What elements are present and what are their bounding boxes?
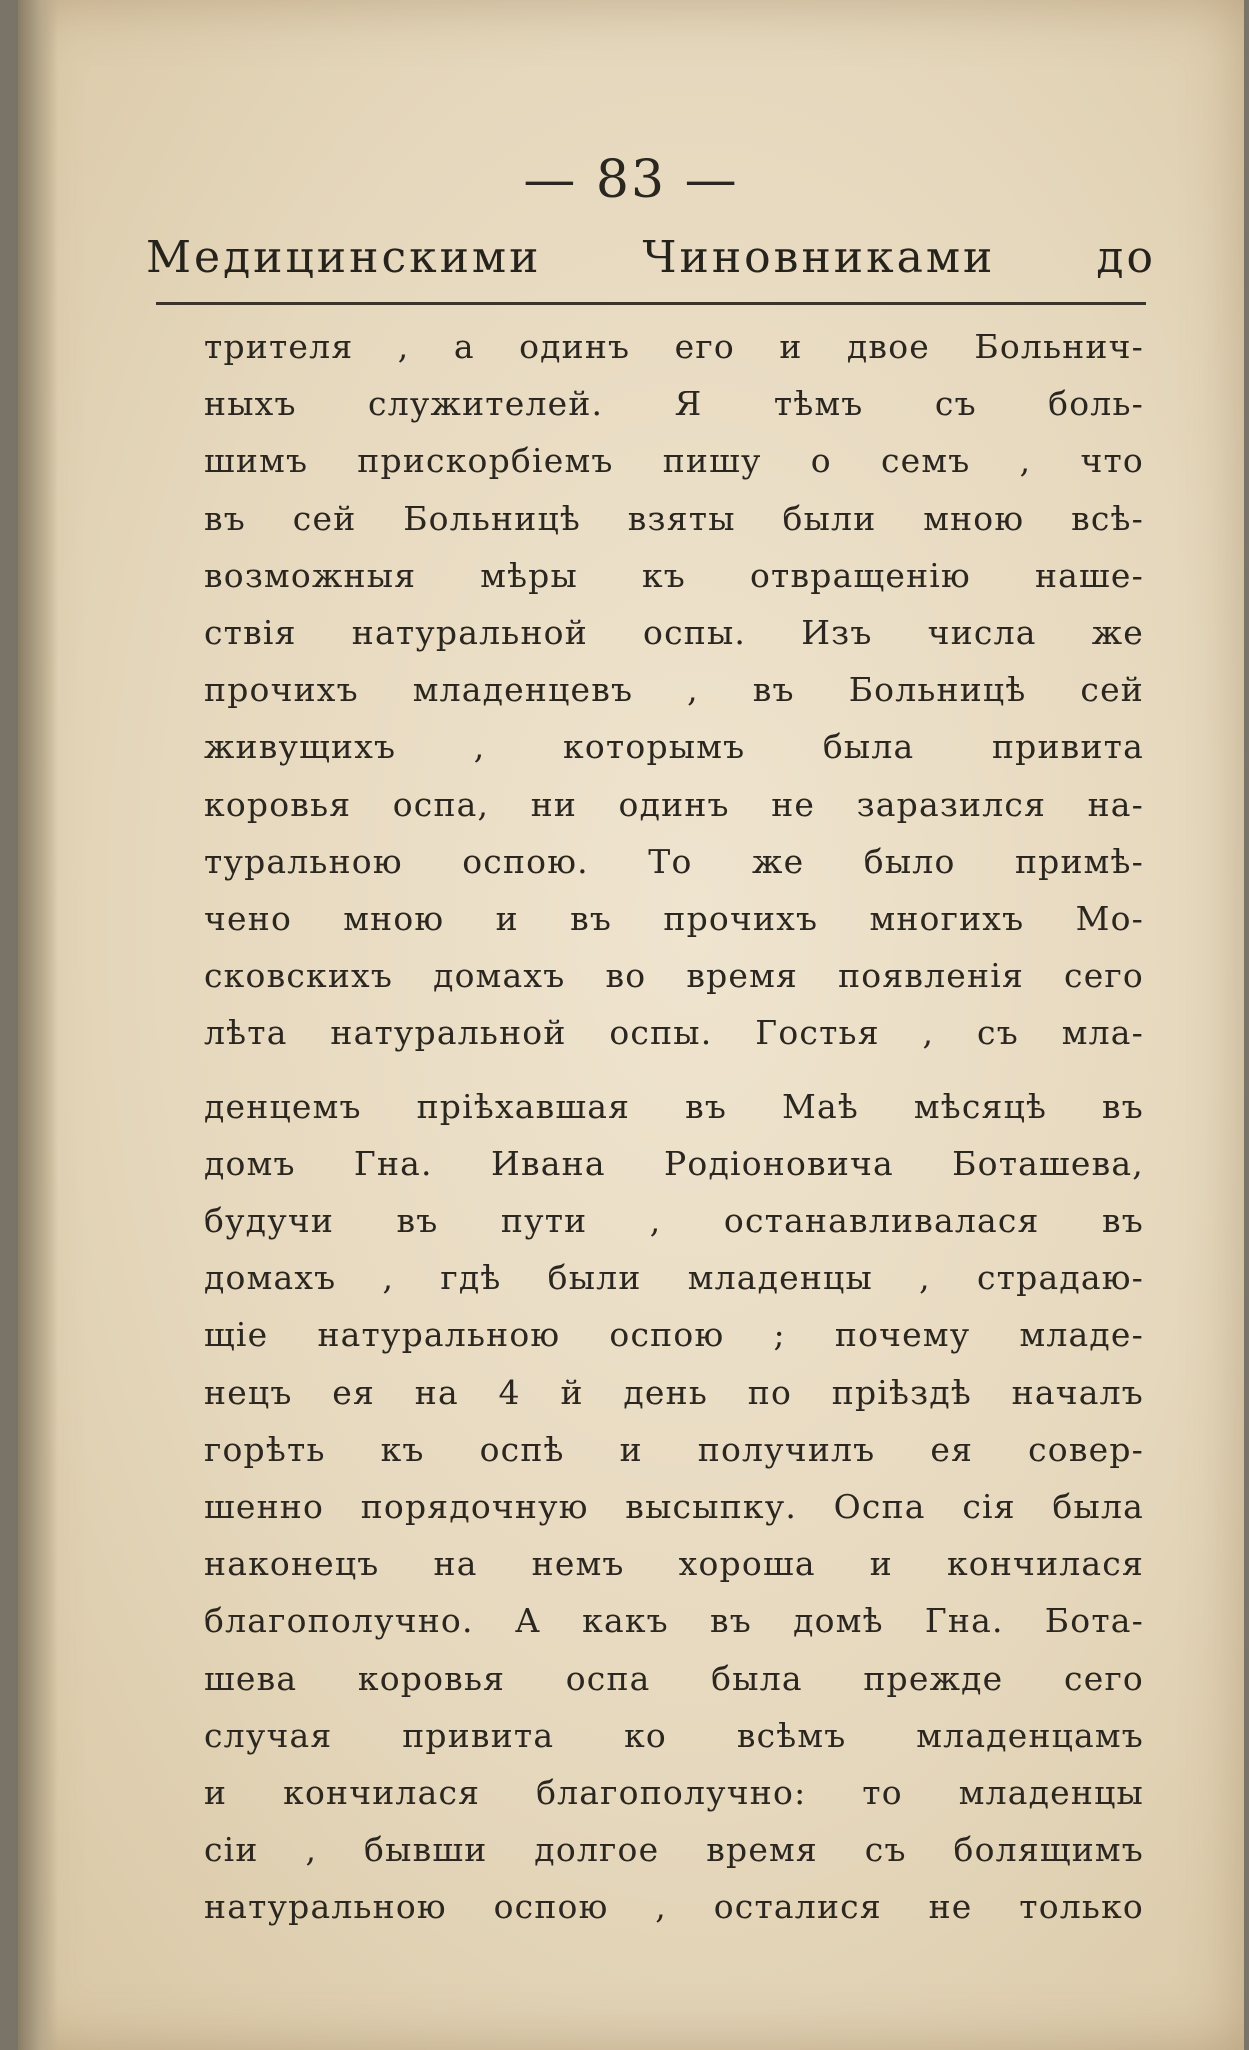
text-line: возможныя мѣры къ отвращенію наше- [204, 555, 1144, 595]
text-line: трителя , а одинъ его и двое Больнич- [204, 327, 1144, 366]
text-line: случая привита ко всѣмъ младенцамъ [204, 1715, 1144, 1755]
text-line: сковскихъ домахъ во время появленія сего [204, 956, 1144, 996]
text-line: сіи , бывши долгое время съ болящимъ [204, 1830, 1144, 1870]
text-line: ствія натуральной оспы. Изъ числа же [204, 613, 1144, 653]
text-line: въ сей Больницѣ взяты были мною всѣ- [204, 498, 1144, 538]
body-text [204, 318, 1144, 1936]
text-line: щіе натуральною оспою ; почему младе- [204, 1315, 1144, 1355]
text-line: домахъ , гдѣ были младенцы , страдаю- [204, 1258, 1144, 1298]
text-line: домъ Гна. Ивана Родіоновича Боташева, [204, 1143, 1144, 1183]
text-line: чено мною и въ прочихъ многихъ Мо- [204, 899, 1144, 939]
text-line: нецъ ея на 4 й день по пріѣздѣ началъ [204, 1372, 1144, 1412]
text-line: шенно порядочную высыпку. Оспа сія была [204, 1487, 1144, 1527]
text-line: ныхъ служителей. Я тѣмъ съ боль- [204, 384, 1144, 424]
text-line: шимъ прискорбіемъ пишу о семъ , что [204, 441, 1144, 481]
page-number: — 83 — [523, 150, 739, 210]
text-line: благополучно. А какъ въ домѣ Гна. Бота- [204, 1601, 1144, 1641]
text-line: живущихъ , которымъ была привита [204, 727, 1144, 767]
running-head-word-1: Медицинскими [146, 232, 542, 283]
running-head-word-2: Чиновниками [642, 232, 996, 283]
text-line: натуральною оспою , осталися не только [204, 1887, 1144, 1927]
book-page [18, 0, 1244, 2050]
text-line: горѣть къ оспѣ и получилъ ея совер- [204, 1429, 1144, 1469]
text-line: прочихъ младенцевъ , въ Больницѣ сей [204, 670, 1144, 710]
page-spine-shadow [18, 0, 58, 2050]
header-rule [156, 302, 1146, 305]
running-head-word-3: до [1096, 232, 1156, 283]
text-line: лѣта натуральной оспы. Гостья , съ мла- [204, 1013, 1144, 1053]
text-line: наконецъ на немъ хороша и кончилася [204, 1544, 1144, 1584]
text-line: шева коровья оспа была прежде сего [204, 1658, 1144, 1698]
text-line: и кончилася благополучно: то младенцы [204, 1773, 1144, 1813]
running-head [146, 232, 1156, 283]
text-line: коровья оспа, ни одинъ не заразился на- [204, 784, 1144, 824]
text-line: денцемъ пріѣхавшая въ Маѣ мѣсяцѣ въ [204, 1086, 1144, 1126]
text-line: туральною оспою. То же было примѣ- [204, 841, 1144, 881]
text-line: будучи въ пути , останавливалася въ [204, 1201, 1144, 1241]
